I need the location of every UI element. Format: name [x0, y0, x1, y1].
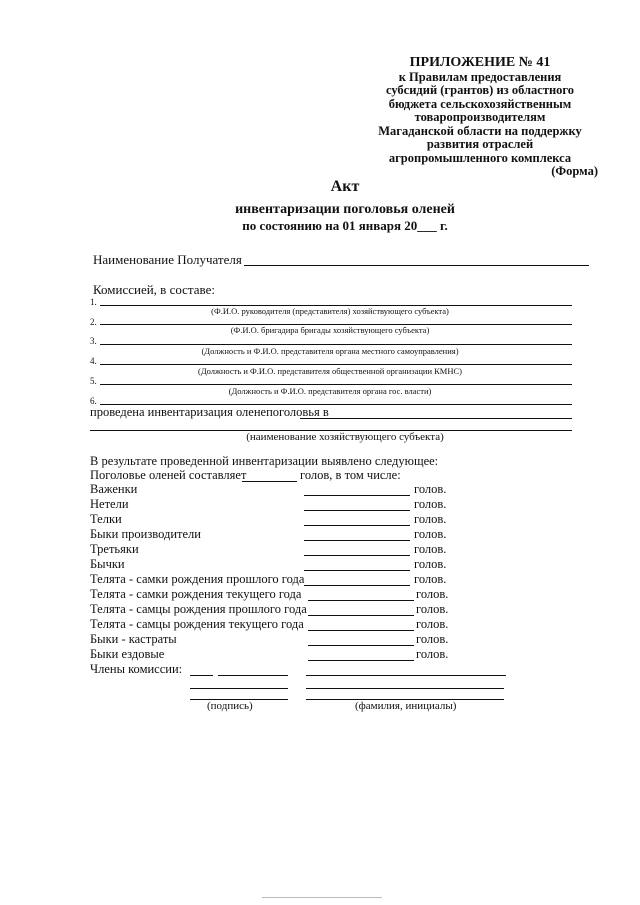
- row-unit: голов.: [416, 602, 449, 616]
- total-prefix: Поголовье оленей составляет: [90, 468, 247, 482]
- appendix-header: [350, 56, 610, 179]
- row-field[interactable]: [308, 615, 414, 616]
- member-caption-4: (Должность и Ф.И.О. представителя общественной организации КМНС): [198, 366, 462, 376]
- member-caption-1: (Ф.И.О. руководителя (представителя) хозяйствующего субъекта): [211, 306, 449, 316]
- commission-label: Комиссией, в составе:: [93, 282, 215, 297]
- row-unit: голов.: [414, 527, 447, 541]
- row-field[interactable]: [308, 645, 414, 646]
- document-date-line: по состоянию на 01 января 20___ г.: [242, 218, 448, 233]
- member-number: 6.: [90, 396, 97, 406]
- members-label: Члены комиссии:: [90, 662, 183, 676]
- member-caption-3: (Должность и Ф.И.О. представителя органа местного самоуправления): [201, 346, 459, 356]
- row-field[interactable]: [304, 525, 410, 526]
- row-unit: голов.: [414, 557, 447, 571]
- member-field-3[interactable]: [100, 344, 572, 345]
- appendix-line: бюджета сельскохозяйственным: [388, 96, 572, 111]
- row-label: Нетели: [90, 497, 129, 511]
- signature-field[interactable]: [218, 675, 288, 676]
- row-label: Третьяки: [90, 542, 139, 556]
- form-label: (Форма): [551, 164, 598, 178]
- row-field[interactable]: [304, 540, 410, 541]
- appendix-line: агропромышленного комплекса: [388, 150, 572, 165]
- row-label: Быки ездовые: [90, 647, 165, 661]
- row-field[interactable]: [308, 630, 414, 631]
- row-unit: голов.: [414, 572, 447, 586]
- recipient-field[interactable]: [244, 265, 589, 266]
- row-field[interactable]: [308, 660, 414, 661]
- recipient-label: Наименование Получателя: [93, 252, 242, 267]
- row-label: Телята - самцы рождения прошлого года: [90, 602, 307, 616]
- row-label: Телята - самки рождения прошлого года: [90, 572, 305, 586]
- member-number: 1.: [90, 297, 97, 307]
- row-label: Быки производители: [90, 527, 201, 541]
- row-field[interactable]: [304, 495, 410, 496]
- member-number: 4.: [90, 356, 97, 366]
- name-field[interactable]: [306, 675, 506, 676]
- member-field-4[interactable]: [100, 364, 572, 365]
- member-field-5[interactable]: [100, 384, 572, 385]
- member-number: 5.: [90, 376, 97, 386]
- total-field[interactable]: [242, 481, 297, 482]
- appendix-line: товаропроизводителям: [414, 110, 546, 124]
- row-unit: голов.: [414, 512, 447, 526]
- conducted-label: проведена инвентаризация оленепоголовья в: [90, 405, 329, 419]
- row-field[interactable]: [304, 555, 410, 556]
- row-field[interactable]: [304, 570, 410, 571]
- member-caption-5: (Должность и Ф.И.О. представителя органа гос. власти): [228, 386, 432, 396]
- document-subtitle: инвентаризации поголовья оленей: [235, 202, 455, 217]
- name-caption: (фамилия, инициалы): [355, 700, 457, 712]
- total-suffix: голов, в том числе:: [300, 468, 401, 482]
- row-label: Бычки: [90, 557, 125, 571]
- appendix-line: к Правилам предоставления: [398, 69, 562, 84]
- row-unit: голов.: [416, 617, 449, 631]
- entity-caption: (наименование хозяйствующего субъекта): [246, 431, 444, 443]
- results-intro: В результате проведенной инвентаризации выявлено следующее:: [90, 454, 439, 468]
- member-number: 3.: [90, 336, 97, 346]
- appendix-line: развития отраслей: [426, 137, 534, 151]
- row-label: Телята - самки рождения текущего года: [90, 587, 302, 601]
- signature-field[interactable]: [190, 675, 213, 676]
- entity-field[interactable]: [300, 418, 572, 419]
- row-field[interactable]: [308, 600, 414, 601]
- row-unit: голов.: [414, 497, 447, 511]
- appendix-line: субсидий (грантов) из областного: [385, 83, 575, 97]
- row-label: Телки: [90, 512, 122, 526]
- row-unit: голов.: [414, 542, 447, 556]
- row-unit: голов.: [414, 482, 447, 496]
- signature-field[interactable]: [190, 688, 288, 689]
- name-field[interactable]: [306, 688, 504, 689]
- row-field[interactable]: [304, 585, 410, 586]
- signature-caption: (подпись): [207, 700, 253, 712]
- row-label: Быки - кастраты: [90, 632, 177, 646]
- document-title: Акт: [330, 178, 360, 195]
- member-number: 2.: [90, 317, 97, 327]
- row-label: Телята - самцы рождения текущего года: [90, 617, 304, 631]
- row-unit: голов.: [416, 632, 449, 646]
- row-label: Важенки: [90, 482, 138, 496]
- member-caption-2: (Ф.И.О. бригадира бригады хозяйствующего субъекта): [230, 325, 430, 335]
- row-field[interactable]: [304, 510, 410, 511]
- appendix-title: ПРИЛОЖЕНИЕ № 41: [409, 55, 551, 70]
- row-unit: голов.: [416, 647, 449, 661]
- appendix-line: Магаданской области на поддержку: [378, 123, 582, 138]
- row-unit: голов.: [416, 587, 449, 601]
- scan-artifact-line: [262, 897, 382, 898]
